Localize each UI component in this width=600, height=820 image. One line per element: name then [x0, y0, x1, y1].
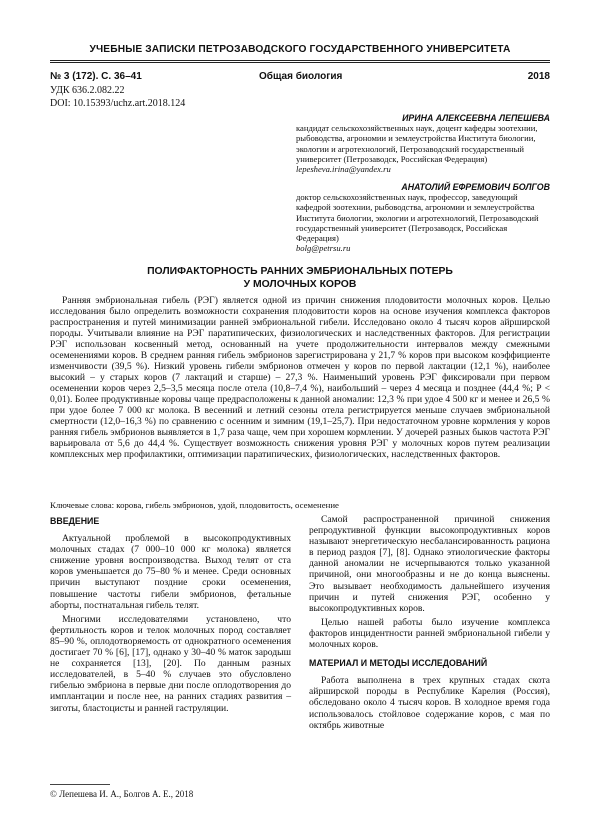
issue-year: 2018: [527, 71, 550, 82]
keywords: Ключевые слова: корова, гибель эмбрионов, удой, плодовитость, осеменение: [50, 500, 339, 510]
author-name: ИРИНА АЛЕКСЕЕВНА ЛЕПЕШЕВА: [402, 113, 550, 123]
author-affiliation: доктор сельскохозяйственных наук, профессор, заведующий кафедрой зоотехнии, рыбоводства, агрономии и землеустройства Института биологии, экологии и агротехнологий, Петрозаводский государственный университет (Петрозаводск, Российская Федерация): [296, 192, 539, 244]
section-heading: МАТЕРИАЛ И МЕТОДЫ ИССЛЕДОВАНИЙ: [309, 658, 488, 669]
paragraph: Целью нашей работы было изучение комплекса факторов инцидентности ранней эмбриональной гибели у молочных коров.: [309, 616, 550, 651]
journal-title: УЧЕБНЫЕ ЗАПИСКИ ПЕТРОЗАВОДСКОГО ГОСУДАРСТВЕННОГО УНИВЕРСИТЕТА: [89, 44, 511, 55]
article-title-line: У МОЛОЧНЫХ КОРОВ: [243, 278, 357, 290]
copyright-line: © Лепешева И. А., Болгов А. Е., 2018: [50, 789, 194, 799]
header-rule-bottom: [50, 62, 550, 63]
header-rule-top: [50, 60, 550, 61]
author-block: [296, 113, 550, 174]
author-affiliation: кандидат сельскохозяйственных наук, доцент кафедры зоотехнии, рыбоводства, агрономии и землеустройства Института биологии, экологии и агротехнологий, Петрозаводский государственный университет (Петрозаводск, Российская Федерация): [296, 123, 538, 164]
author-block: [296, 182, 550, 253]
right-column: [309, 514, 550, 734]
author-email[interactable]: lepesheva.irina@yandex.ru: [296, 164, 391, 175]
left-column: [50, 514, 291, 717]
paragraph: Работа выполнена в трех крупных стадах скота айрширской породы в Республике Карелия (Россия), обследовано около 4 тысяч коров. В холодное время года использовалось стойловое содержание коров, с мая по октябрь животные: [309, 675, 550, 731]
footnote-rule: [50, 784, 110, 785]
doi-link[interactable]: DOI: 10.15393/uchz.art.2018.124: [50, 98, 186, 109]
abstract-text: Ранняя эмбриональная гибель (РЭГ) является одной из причин снижения плодовитости молочных коров. Целью исследования было определить возможности сохранения плодовитости коров на основе изучения комплекса факторов распространения и путей минимизации ранней эмбриональной гибели. Исследовано около 4 тысяч коров айрширской породы. Учитывали влияние на РЭГ паратипических, физиологических и наследственных факторов. Для регистрации РЭГ использован косвенный метод, основанный на учете продолжительности интервалов между смежными осеменениями коров. В среднем ранняя гибель эмбрионов зарегистрирована у 21,7 % коров при высоком коэффициенте изменчивости (39,5 %). Низкий уровень гибели эмбрионов отмечен у коров по первой лактации (12,1 %), наиболее высокий – у старых коров (7 лактаций и старше) – 27,3 %. Наименьший уровень РЭГ фиксировали при первом осеменении коров через 2,5–3,5 месяца после отела (10,8–7,4 %), наибольший – через 4 месяца и позднее (44,4 %; P < 0,01). Более продуктивные коровы чаще предрасположены к данной аномалии: 12,3 % при удое 4 500 кг и менее и 26,5 % при удое более 7 000 кг молока. В весенний и летний сезоны отела регистрируется меньше случаев эмбриональной смертности (12,0–16,3 %) по сравнению с осенним и зимним (19,1–25,7). При недостаточном уровне кормления у коров ранняя гибель эмбрионов выявляется в 1,7 раза чаще, чем при хорошем кормлении. У дочерей разных быков частота РЭГ варьировала от 5,6 до 44,4 %. Существует возможность снижения уровня РЭГ у молочных коров путем реализации комплексных мер профилактики, оптимизации паратипических, физиологических, наследственных факторов.: [50, 295, 550, 461]
article-title: [50, 266, 550, 291]
paragraph: Многими исследователями установлено, что фертильность коров и телок молочных пород составляет 85–90 %, оплодотворяемость от однократного осеменения достигает 70 % [6], [17], однако у 30–40 % маток зародыш не сохраняется [13], [20]. По данным разных исследователей, в 5–40 % случаев это обусловлено гибелью эмбриона в первые дни после оплодотворения до имплантации и после нее, на ранних стадиях развития – зиготы, бластоцисты и ранней гаструляции.: [50, 613, 291, 714]
udk-code: УДК 636.2.082.22: [50, 85, 125, 96]
article-page: [50, 0, 550, 820]
author-email[interactable]: bolg@petrsu.ru: [296, 243, 351, 254]
author-name: АНАТОЛИЙ ЕФРЕМОВИЧ БОЛГОВ: [401, 182, 550, 192]
section-heading: ВВЕДЕНИЕ: [50, 516, 100, 526]
paragraph: Актуальной проблемой в высокопродуктивных молочных стадах (7 000–10 000 кг молока) является снижение уровня воспроизводства. Выход телят от ста коров уменьшается до 75–80 % и менее. Среди основных причин выступают поздние сроки осеменения, повышение частоты гибели эмбрионов, фетальные аборты, постнатальная гибель телят.: [50, 533, 291, 611]
article-title-line: ПОЛИФАКТОРНОСТЬ РАННИХ ЭМБРИОНАЛЬНЫХ ПОТЕРЬ: [147, 266, 453, 277]
section-name: Общая биология: [259, 71, 343, 82]
issue-number: № 3 (172). С. 36–41: [50, 71, 142, 82]
paragraph: Самой распространенной причиной снижения репродуктивной функции высокопродуктивных коров называют энергетическую несбалансированность рациона в период раздоя [7], [8]. Однако этиологические факторы данной аномалии не исчерпываются только указанной причиной, они многообразны и не до конца выяснены. Это вызывает необходимость дальнейшего изучения причин и путей снижения РЭГ, особенно у высокопродуктивных коров.: [309, 514, 550, 614]
